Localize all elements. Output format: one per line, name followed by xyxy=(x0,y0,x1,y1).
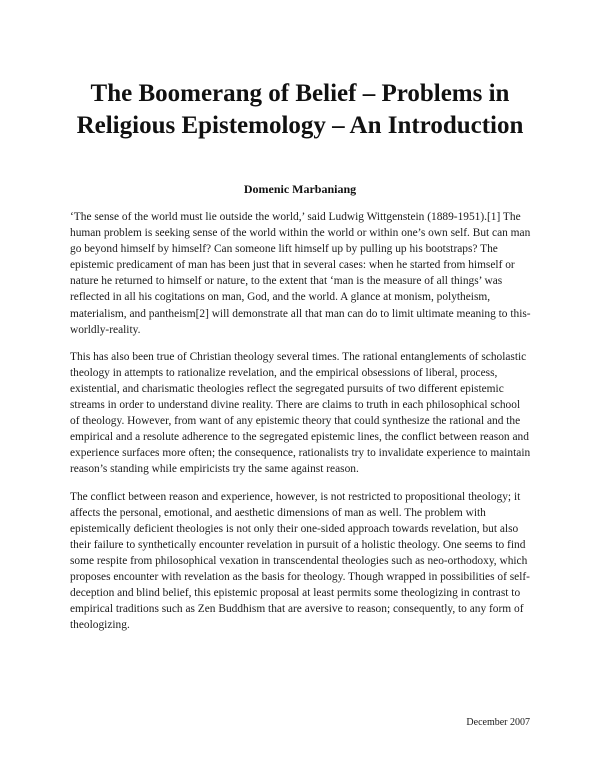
document-body xyxy=(70,209,532,644)
paragraph-2: This has also been true of Christian theology several times. The rational entanglements of scholastic theology in attempts to rationalize revelation, and the empirical obsessions of liberal, process, existential, and charismatic theologies reflect the segregated pursuits of two different epistemic streams in order to understand divine reality. There are claims to truth in each philosophical school of theology. However, from want of any epistemic theory that could synthesize the rational and the empirical and a resolute adherence to the segregated epistemic lines, the conflict between reason and experience surfaces more often; the consequence, rationalists try to invalidate experience to maintain reason’s standing while empiricists try the same against reason. xyxy=(70,350,531,476)
document-title: The Boomerang of Belief – Problems in Religious Epistemology – An Introduction xyxy=(76,80,524,139)
paragraph-1: ‘The sense of the world must lie outside the world,’ said Ludwig Wittgenstein (1889-1951).[1] The human problem is seeking sense of the world within the world or within one’s own self. But can man go beyond himself by himself? Can someone lift himself up by pulling up his bootstraps? The epistemic predicament of man has been just that in several cases: when he started from himself or nature he returned to himself or nature, to the extent that ‘man is the measure of all things’ was reflected in all his cogitations on man, God, and the world. A glance at monism, polytheism, materialism, and pantheism[2] will demonstrate all that man can do to limit ultimate meaning to this-worldly-reality. xyxy=(70,211,531,336)
paragraph-3: The conflict between reason and experience, however, is not restricted to propositional theology; it affects the personal, emotional, and aesthetic dimensions of man as well. The problem with epistemically deficient theologies is not only their one-sided approach towards revelation, but also their failure to synthetically encounter revelation in pursuit of a holistic theology. One seems to find some respite from philosophical vexation in transcendental theologies such as neo-orthodoxy, which proposes encounter with revelation as the basis for theology. Though wrapped in possibilities of self-deception and blind belief, this epistemic proposal at least permits some theologizing in contrast to empirical traditions such as Zen Buddhism that are aversive to reason; consequently, to any form of theologizing. xyxy=(70,490,530,632)
document-author: Domenic Marbaniang xyxy=(243,182,357,196)
document-date: December 2007 xyxy=(466,717,530,728)
